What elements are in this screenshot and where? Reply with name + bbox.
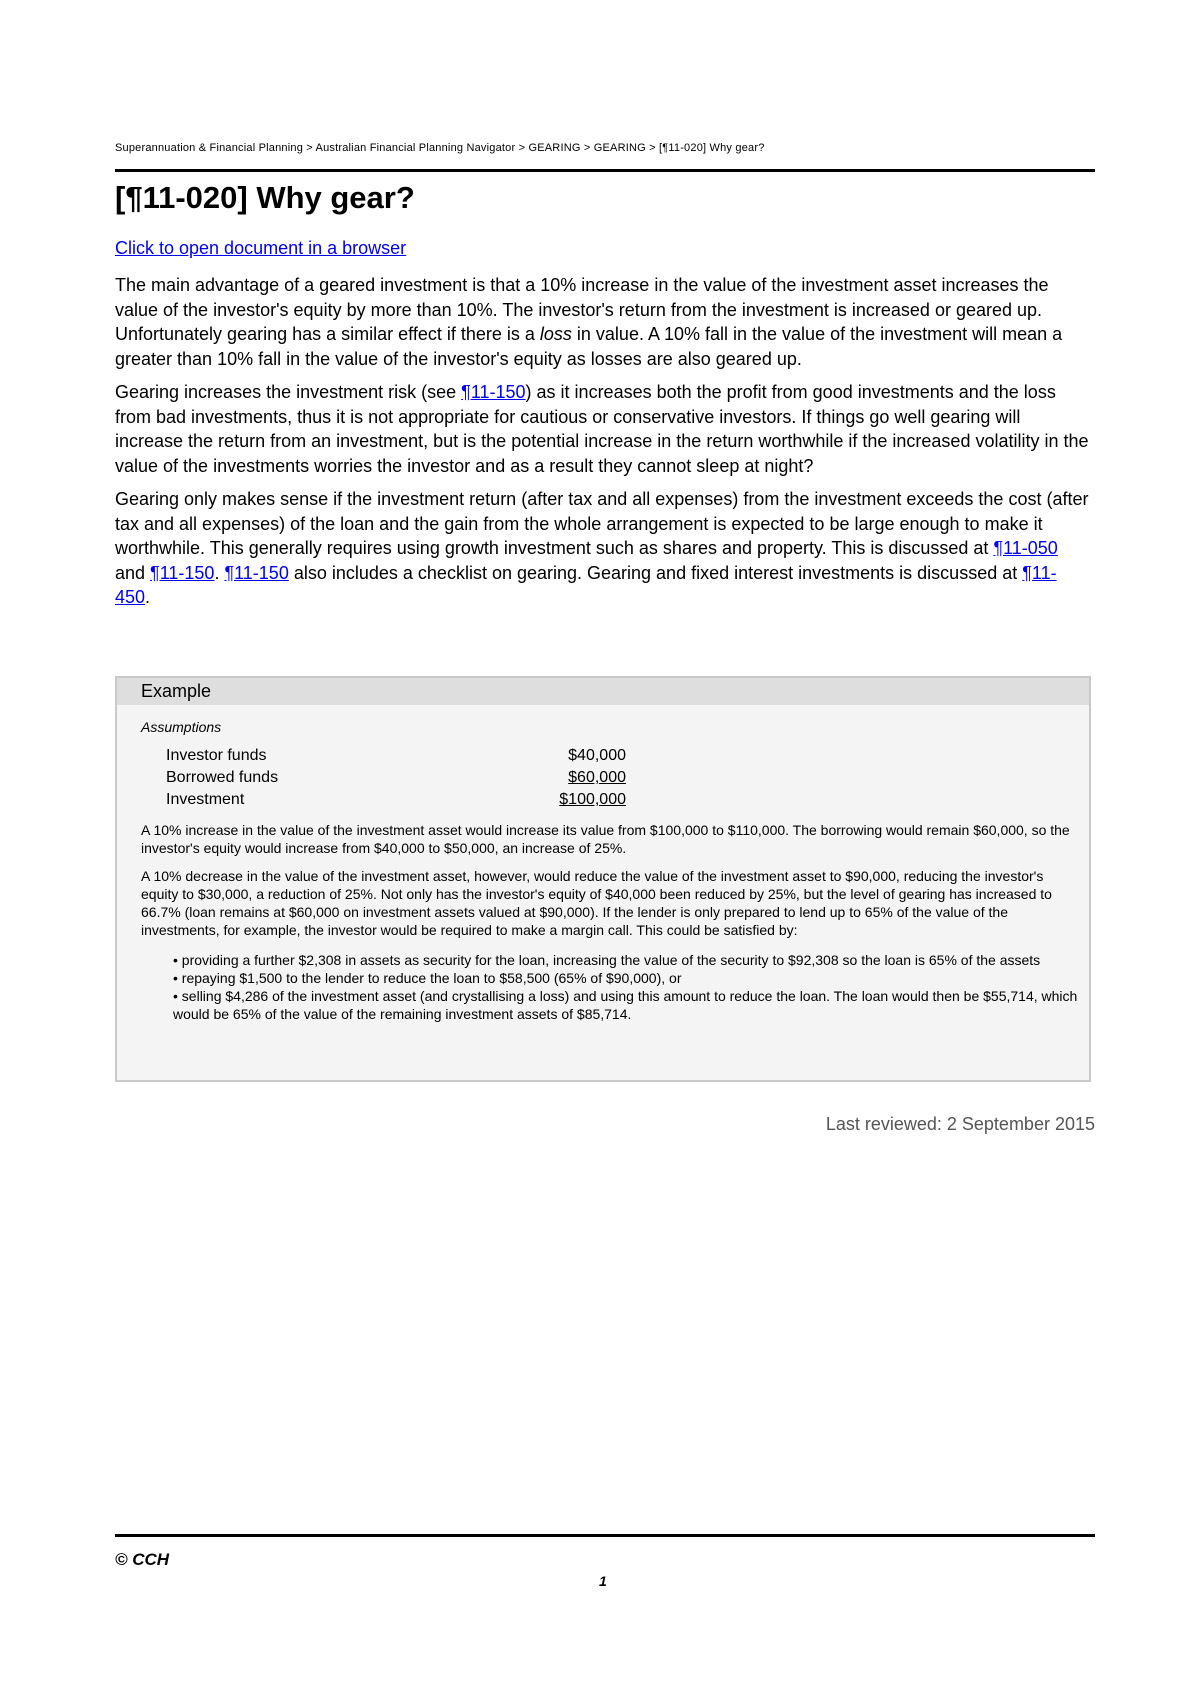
example-heading: Example [117, 678, 1089, 705]
row-label: Investor funds [166, 747, 267, 764]
breadcrumb: Superannuation & Financial Planning > Australian Financial Planning Navigator > GEARING > GEARING > [¶11-020] Why gear? [115, 142, 765, 154]
open-in-browser-link[interactable]: Click to open document in a browser [115, 238, 407, 258]
xref-link-11-050[interactable]: ¶11-050 [993, 538, 1058, 558]
copyright: © CCH [115, 1550, 170, 1569]
example-paragraph-increase: A 10% increase in the value of the investment asset would increase its value from $100,000 to $110,000. The borrowing would remain $60,000, so the investor's equity would increase from $40,000 to $50,000, an increase of 25%. [141, 822, 1070, 856]
example-box [115, 676, 1091, 1082]
row-label: Investment [166, 791, 245, 808]
page-title: [¶11-020] Why gear? [115, 180, 415, 215]
body-text [115, 273, 1090, 619]
header-rule [115, 169, 1095, 172]
paragraph-advantage: The main advantage of a geared investment is that a 10% increase in the value of the investment asset increases the value of the investor's equity by more than 10%. The investor's return from the investment is increased or geared up. Unfortunately gearing has a similar effect if there is a loss in value. A 10% fall in the value of the investment will mean a greater than 10% fall in the value of the investor's equity as losses are also geared up. [115, 275, 1063, 369]
paragraph-risk: Gearing increases the investment risk (see ¶11-150) as it increases both the profit from good investments and the loss from bad investments, thus it is not appropriate for cautious or conservative investors. If things go well gearing will increase the return from an investment, but is the potential increase in the return worthwhile if the increased volatility in the value of the investments worries the investor and as a result they cannot sleep at night? [115, 382, 1089, 476]
page-number: 1 [599, 1573, 607, 1589]
example-paragraph-decrease: A 10% decrease in the value of the investment asset, however, would reduce the value of the investment asset to $90,000, reducing the investor's equity to $30,000, a reduction of 25%. Not only has the investor's equity of $40,000 been reduced by 25%, but the level of gearing has increased to 66.7% (loan remains at $60,000 on investment assets valued at $90,000). If the lender is only prepared to lend up to 65% of the value of the investments, for example, the investor would be required to make a margin call. This could be satisfied by: [141, 868, 1052, 938]
xref-link-11-150[interactable]: ¶11-150 [461, 382, 526, 402]
margin-call-list [173, 951, 1079, 1023]
footer-rule [115, 1534, 1095, 1537]
example-content [117, 705, 1089, 1023]
row-value: $60,000 [568, 769, 626, 786]
list-item: • providing a further $2,308 in assets as security for the loan, increasing the value of the security to $92,308 so the loan is 65% of the assets [173, 952, 1041, 968]
last-reviewed: Last reviewed: 2 September 2015 [825, 1114, 1095, 1134]
xref-link-11-150[interactable]: ¶11-150 [224, 562, 289, 583]
row-label: Borrowed funds [166, 769, 279, 786]
xref-link-11-450[interactable]: ¶11-450 [115, 562, 1057, 607]
funds-table [166, 745, 626, 811]
list-item: • repaying $1,500 to the lender to reduce the loan to $58,500 (65% of $90,000), or [173, 970, 682, 986]
list-item: • selling $4,286 of the investment asset (and crystallising a loss) and using this amount to reduce the loan. The loan would then be $55,714, which would be 65% of the value of the remaining investment assets of $85,714. [173, 988, 1078, 1022]
paragraph-sense: Gearing only makes sense if the investment return (after tax and all expenses) from the investment exceeds the cost (after tax and all expenses) of the loan and the gain from the whole arrangement is expected to be large enough to make it worthwhile. This generally requires using growth investment such as shares and property. This is discussed at ¶11-050 and ¶11-150. ¶11-150 also includes a checklist on gearing. Gearing and fixed interest investments is discussed at ¶11-450. [115, 489, 1089, 607]
assumptions-label: Assumptions [141, 719, 222, 735]
xref-link-11-150[interactable]: ¶11-150 [150, 562, 215, 583]
emphasis-loss: loss [539, 324, 572, 344]
row-value: $40,000 [568, 747, 626, 764]
row-value: $100,000 [559, 791, 626, 808]
table-row [166, 789, 626, 811]
table-row [166, 767, 626, 789]
table-row [166, 745, 626, 767]
